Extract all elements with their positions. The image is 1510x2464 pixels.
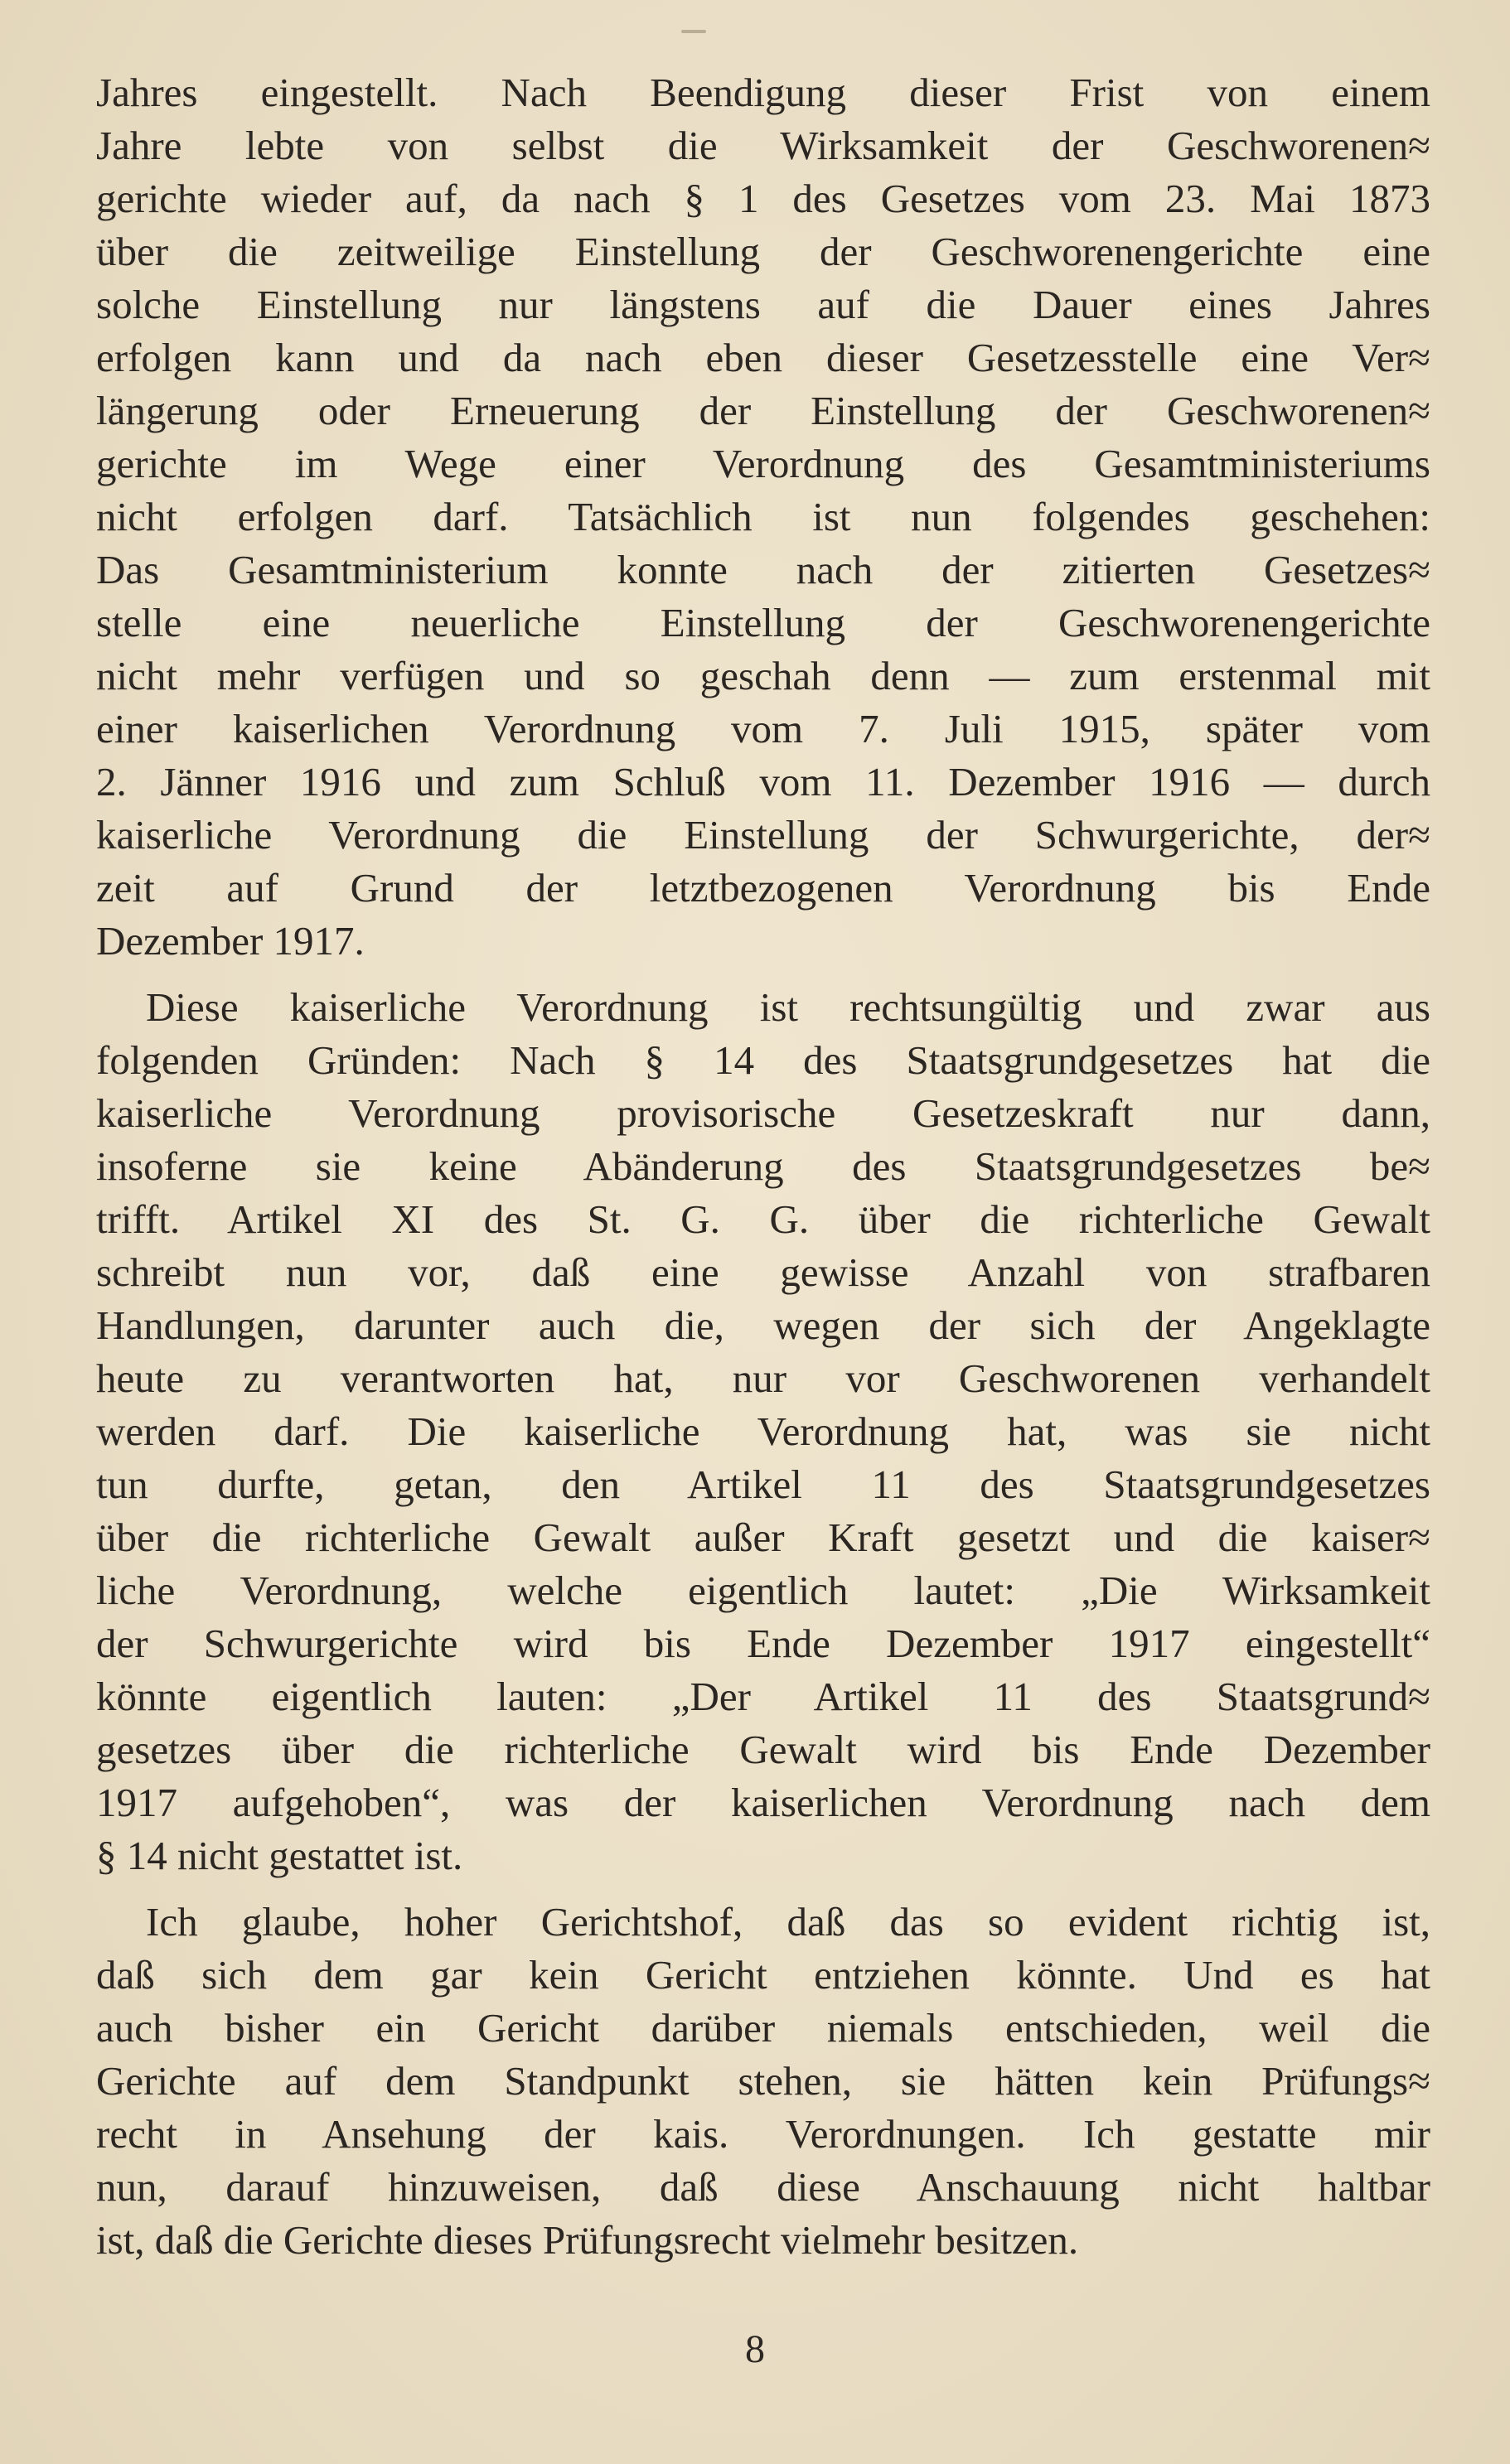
paragraph-3 [96,1896,1430,2267]
text-line: längerung oder Erneuerung der Einstellung der Geschworenen≈ [96,388,1430,433]
text-line: gerichte wieder auf, da nach § 1 des Gesetzes vom 23. Mai 1873 [96,176,1430,221]
text-line: könnte eigentlich lauten: „Der Artikel 11 des Staatsgrund≈ [96,1674,1430,1719]
text-line: insoferne sie keine Abänderung des Staatsgrundgesetzes be≈ [96,1143,1430,1189]
text-line: 2. Jänner 1916 und zum Schluß vom 11. Dezember 1916 — durch [96,759,1430,804]
text-line: Jahres eingestellt. Nach Beendigung dieser Frist von einem [96,70,1430,115]
text-line: Dezember 1917. [96,918,365,964]
text-line: gerichte im Wege einer Verordnung des Gesamtministeriums [96,441,1430,486]
text-line: kaiserliche Verordnung die Einstellung der Schwurgerichte, der≈ [96,812,1430,858]
text-line: zeit auf Grund der letztbezogenen Verordnung bis Ende [96,865,1430,911]
top-dash-mark [681,30,706,33]
text-line: über die zeitweilige Einstellung der Geschworenengerichte eine [96,229,1430,274]
page-number: 8 [745,2327,765,2371]
text-line: nicht mehr verfügen und so geschah denn — zum erstenmal mit [96,653,1430,698]
text-line: der Schwurgerichte wird bis Ende Dezember 1917 eingestellt“ [96,1621,1430,1666]
text-line: heute zu verantworten hat, nur vor Geschworenen verhandelt [96,1355,1430,1401]
paragraph-2 [96,981,1430,1882]
paragraph-gap [96,968,1430,981]
text-line: tun durfte, getan, den Artikel 11 des Staatsgrundgesetzes [96,1461,1430,1507]
text-line: schreibt nun vor, daß eine gewisse Anzahl von strafbaren [96,1249,1430,1295]
text-line: Diese kaiserliche Verordnung ist rechtsungültig und zwar aus [146,984,1430,1030]
text-line: auch bisher ein Gericht darüber niemals entschieden, weil die [96,2005,1430,2051]
paragraph-gap [96,1882,1430,1896]
text-line: einer kaiserlichen Verordnung vom 7. Juli 1915, später vom [96,706,1430,751]
body-text [96,66,1430,2267]
text-line: § 14 nicht gestattet ist. [96,1833,463,1878]
text-line: recht in Ansehung der kais. Verordnungen. Ich gestatte mir [96,2111,1430,2157]
text-line: Handlungen, darunter auch die, wegen der sich der Angeklagte [96,1302,1430,1348]
text-line: nun, darauf hinzuweisen, daß diese Anschauung nicht haltbar [96,2164,1430,2210]
text-line: Gerichte auf dem Standpunkt stehen, sie hätten kein Prüfungs≈ [96,2058,1430,2104]
text-line: nicht erfolgen darf. Tatsächlich ist nun folgendes geschehen: [96,494,1430,539]
text-line: liche Verordnung, welche eigentlich lautet: „Die Wirksamkeit [96,1568,1430,1613]
text-line: Jahre lebte von selbst die Wirksamkeit der Geschworenen≈ [96,123,1430,168]
text-line: Das Gesamtministerium konnte nach der zitierten Gesetzes≈ [96,547,1430,592]
paragraph-1 [96,66,1430,968]
text-line: gesetzes über die richterliche Gewalt wird bis Ende Dezember [96,1727,1430,1772]
text-line: solche Einstellung nur längstens auf die Dauer eines Jahres [96,282,1430,327]
text-line: daß sich dem gar kein Gericht entziehen könnte. Und es hat [96,1952,1430,1998]
text-line: folgenden Gründen: Nach § 14 des Staatsgrundgesetzes hat die [96,1037,1430,1083]
text-line: werden darf. Die kaiserliche Verordnung hat, was sie nicht [96,1408,1430,1454]
text-line: Ich glaube, hoher Gerichtshof, daß das so evident richtig ist, [146,1899,1430,1945]
text-line: über die richterliche Gewalt außer Kraft gesetzt und die kaiser≈ [96,1515,1430,1560]
text-line: trifft. Artikel XI des St. G. G. über die richterliche Gewalt [96,1196,1430,1242]
text-line: stelle eine neuerliche Einstellung der Geschworenengerichte [96,600,1430,645]
text-line: erfolgen kann und da nach eben dieser Gesetzesstelle eine Ver≈ [96,335,1430,380]
text-line: 1917 aufgehoben“, was der kaiserlichen Verordnung nach dem [96,1780,1430,1825]
text-line: ist, daß die Gerichte dieses Prüfungsrecht vielmehr besitzen. [96,2217,1079,2263]
text-line: kaiserliche Verordnung provisorische Gesetzeskraft nur dann, [96,1090,1430,1136]
